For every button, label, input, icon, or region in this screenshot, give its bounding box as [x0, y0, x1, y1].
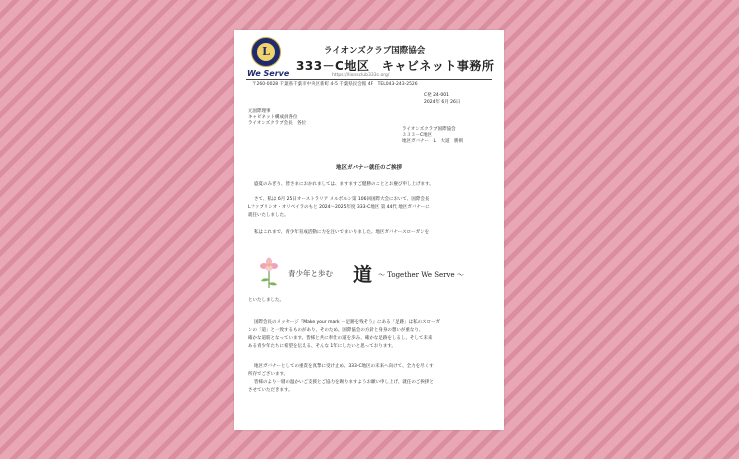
website-url: https://lionsclub333c.org/	[332, 73, 390, 78]
body-line: さて、私は 6月 25日オーストラリア メルボルン第 106回国際大会において、国際会長	[254, 197, 430, 202]
document-page	[234, 30, 504, 430]
slogan-text: 青少年と歩む	[288, 269, 333, 278]
slogan-subtitle: ～ Together We Serve ～	[378, 271, 464, 279]
body-line: 国際会長のメッセージ『Make your mark －足跡を残そう』にある「足跡」は私のスローガ	[254, 320, 440, 325]
body-line: といたしました。	[248, 298, 284, 303]
lions-logo-icon	[251, 37, 281, 67]
subject-heading: 地区ガバナー就任のご挨拶	[335, 165, 402, 171]
we-serve-text: We Serve	[247, 69, 290, 78]
body-line: 就任いたしました。	[248, 213, 289, 218]
sender-line: 地区ガバナー L 大道 勝則	[402, 139, 464, 144]
recipient-line: 元国際理事	[248, 109, 271, 114]
sender-line: ライオンズクラブ国際協会	[402, 127, 456, 132]
cabinet-title: 333－C地区 キャビネット事務所	[296, 59, 495, 73]
document-date: 2024年 6月 26日	[424, 100, 461, 105]
slogan-kanji: 道	[353, 264, 373, 286]
org-name: ライオンズクラブ国際協会	[324, 46, 426, 56]
body-line: させていただきます。	[248, 388, 293, 393]
body-line: 皆様のより一層の温かいご支援とご協力を賜りますようお願い申し上げ、就任のご挨拶と	[254, 380, 434, 385]
sender-line: ３３３－C地区	[402, 133, 433, 138]
address-line: 〒260-0028 千葉県千葉市中央区新町 4-5 千葉県民会館 4F TEL043-243-2526	[252, 82, 418, 87]
recipient-line: ライオンズクラブ会長 各位	[248, 121, 307, 126]
body-line: 所存でございます。	[248, 372, 289, 377]
body-line: ンの「道」と一致するものがあり、そのため、国際協会の方針と身身の想いが重なり、	[248, 328, 424, 333]
header-divider	[246, 79, 492, 80]
body-line: ある青少年たちに希望を伝える、そんな 1年にしたいと思っております。	[248, 344, 396, 349]
body-line: 地区ガバナーとしての重責を真摯に受け止め、333-C地区の未来へ向けて、全力を尽くす	[254, 364, 434, 369]
flower-icon	[258, 257, 280, 289]
body-line: 確かな道筋となっています。皆様と共に奉仕の道を歩み、確かな足跡をしるし、そして未来	[248, 336, 433, 341]
recipient-line: キャビネット構成員各位	[248, 115, 298, 120]
body-line: Lファブリシオ・オリベイラのもと 2024～2025年度 333-C地区 第 44代 地区ガバナーに	[248, 205, 430, 210]
document-number: C発 24-001	[424, 93, 450, 98]
body-paragraph-3: 私はこれまで、青少年育成活動に力を注いでまいりました。地区ガバナースローガンを	[254, 230, 430, 235]
body-paragraph-1: 盛夏のみぎり、皆さまにおかれましては、ますますご健勝のこととお慶び申し上げます。	[254, 182, 434, 187]
